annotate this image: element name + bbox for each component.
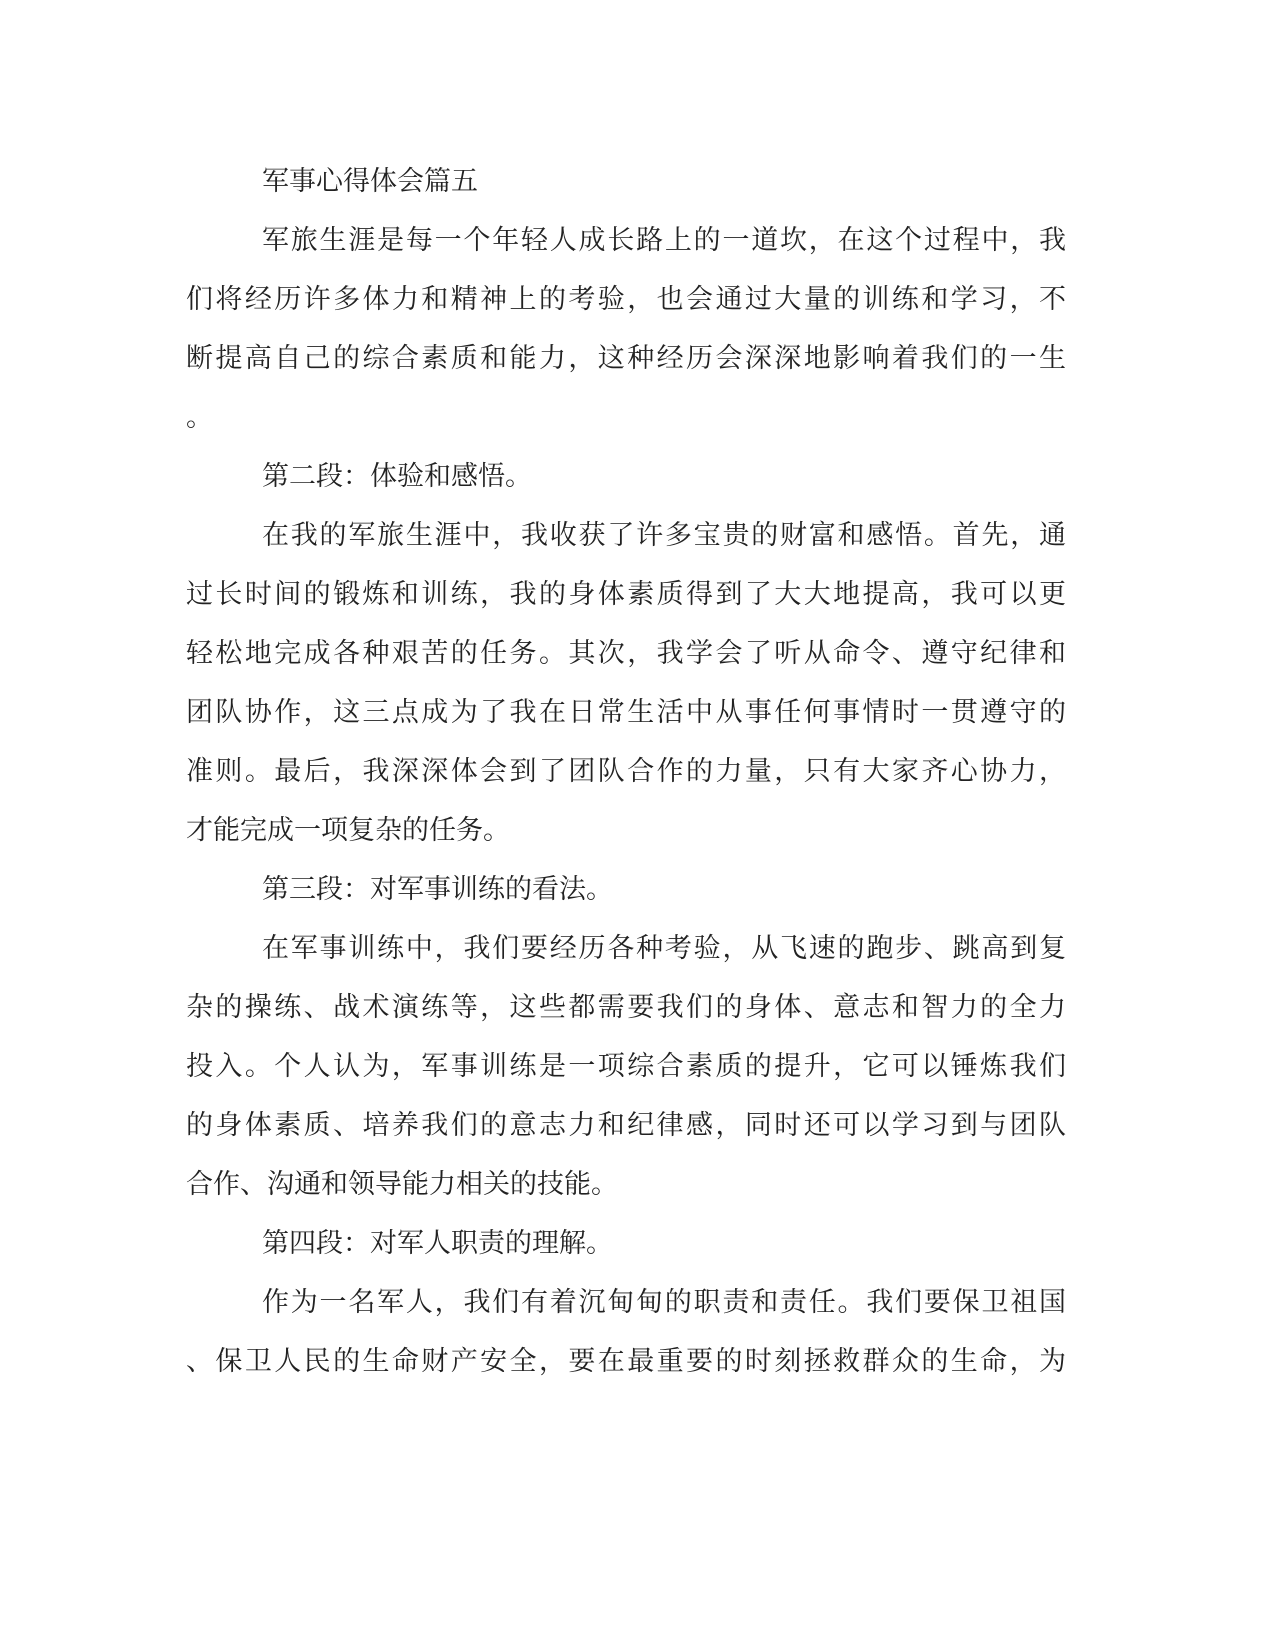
text-line: 、保卫人民的生命财产安全，要在最重要的时刻拯救群众的生命，为 — [186, 1346, 1066, 1377]
text-line: 准则。最后，我深深体会到了团队合作的力量，只有大家齐心协力， — [186, 756, 1066, 787]
text-line: 投入。个人认为，军事训练是一项综合素质的提升，它可以锤炼我们 — [186, 1051, 1066, 1082]
text-line: 的身体素质、培养我们的意志力和纪律感，同时还可以学习到与团队 — [186, 1110, 1066, 1141]
text-line: 团队协作，这三点成为了我在日常生活中从事任何事情时一贯遵守的 — [186, 697, 1066, 728]
text-line: 杂的操练、战术演练等，这些都需要我们的身体、意志和智力的全力 — [186, 992, 1066, 1023]
section-heading: 第二段：体验和感悟。 — [262, 461, 532, 492]
text-line: 作为一名军人，我们有着沉甸甸的职责和责任。我们要保卫祖国 — [262, 1287, 1066, 1318]
section-heading: 第三段：对军事训练的看法。 — [262, 874, 613, 905]
text-line: 在我的军旅生涯中，我收获了许多宝贵的财富和感悟。首先，通 — [262, 520, 1066, 551]
text-line: 才能完成一项复杂的任务。 — [186, 815, 510, 846]
text-line: 。 — [186, 402, 213, 433]
text-line: 过长时间的锻炼和训练，我的身体素质得到了大大地提高，我可以更 — [186, 579, 1066, 610]
text-line: 轻松地完成各种艰苦的任务。其次，我学会了听从命令、遵守纪律和 — [186, 638, 1066, 669]
section-heading: 第四段：对军人职责的理解。 — [262, 1228, 613, 1259]
document-heading: 军事心得体会篇五 — [262, 166, 478, 197]
text-line: 们将经历许多体力和精神上的考验，也会通过大量的训练和学习，不 — [186, 284, 1066, 315]
text-line: 在军事训练中，我们要经历各种考验，从飞速的跑步、跳高到复 — [262, 933, 1066, 964]
text-line: 军旅生涯是每一个年轻人成长路上的一道坎，在这个过程中，我 — [262, 225, 1066, 256]
text-line: 断提高自己的综合素质和能力，这种经历会深深地影响着我们的一生 — [186, 343, 1066, 374]
text-line: 合作、沟通和领导能力相关的技能。 — [186, 1169, 618, 1200]
